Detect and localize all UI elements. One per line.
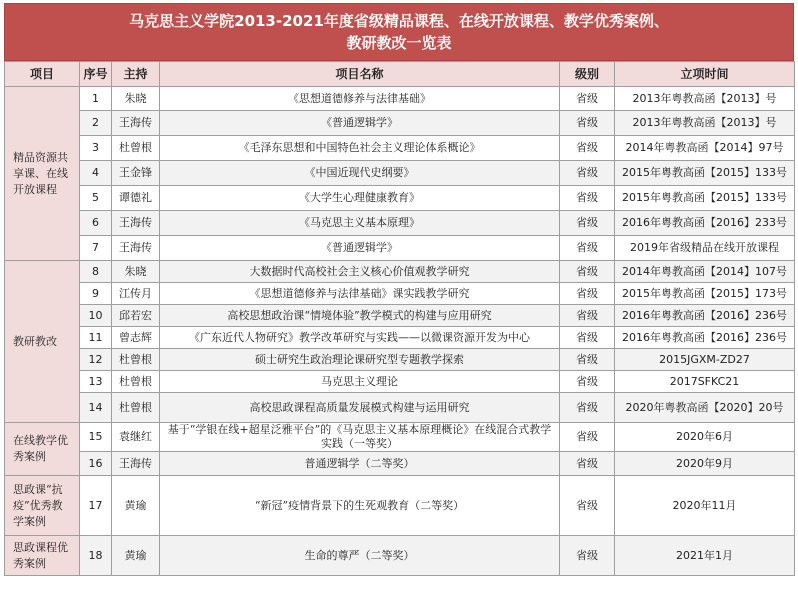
- category-cell: 思政课“抗疫”优秀教学案例: [5, 476, 80, 536]
- level-cell: 省级: [560, 476, 615, 536]
- table-row: [5, 236, 795, 261]
- approval-time-cell: 2020年9月: [615, 452, 795, 476]
- table-row: [5, 371, 795, 393]
- row-number-cell: 15: [80, 423, 112, 452]
- row-number-cell: 12: [80, 349, 112, 371]
- approval-time-cell: 2021年1月: [615, 536, 795, 576]
- table-header-row: [5, 62, 795, 87]
- host-cell: 王海传: [112, 111, 160, 136]
- host-cell: 杜曾根: [112, 136, 160, 161]
- approval-time-cell: 2013年粤教高函【2013】号: [615, 87, 795, 111]
- host-cell: 邱若宏: [112, 305, 160, 327]
- project-name-cell: 马克思主义理论: [160, 371, 560, 393]
- table-row: [5, 476, 795, 536]
- host-cell: 王海传: [112, 236, 160, 261]
- table-row: [5, 393, 795, 423]
- table-row: [5, 111, 795, 136]
- level-cell: 省级: [560, 371, 615, 393]
- title-line-2: 教研教改一览表: [346, 34, 452, 52]
- approval-time-cell: 2014年粤教高函【2014】107号: [615, 261, 795, 283]
- approval-time-cell: 2020年粤教高函【2020】20号: [615, 393, 795, 423]
- table-row: [5, 211, 795, 236]
- row-number-cell: 8: [80, 261, 112, 283]
- host-cell: 黄瑜: [112, 476, 160, 536]
- row-number-cell: 2: [80, 111, 112, 136]
- approval-time-cell: 2015年粤教高函【2015】133号: [615, 161, 795, 186]
- host-cell: 杜曾根: [112, 349, 160, 371]
- approval-time-cell: 2017SFKC21: [615, 371, 795, 393]
- level-cell: 省级: [560, 111, 615, 136]
- table-row: [5, 423, 795, 452]
- host-cell: 杜曾根: [112, 371, 160, 393]
- col-header-time: 立项时间: [615, 62, 795, 87]
- host-cell: 谭德礼: [112, 186, 160, 211]
- category-cell: 教研教改: [5, 261, 80, 423]
- level-cell: 省级: [560, 327, 615, 349]
- row-number-cell: 10: [80, 305, 112, 327]
- project-name-cell: 《大学生心理健康教育》: [160, 186, 560, 211]
- row-number-cell: 5: [80, 186, 112, 211]
- project-name-cell: 《思想道德修养与法律基础》: [160, 87, 560, 111]
- table-row: [5, 536, 795, 576]
- row-number-cell: 7: [80, 236, 112, 261]
- project-name-cell: 《马克思主义基本原理》: [160, 211, 560, 236]
- project-name-cell: 《中国近现代史纲要》: [160, 161, 560, 186]
- project-name-cell: 《思想道德修养与法律基础》课实践教学研究: [160, 283, 560, 305]
- title-line-1: 马克思主义学院2013-2021年度省级精品课程、在线开放课程、教学优秀案例、: [129, 12, 669, 30]
- project-name-cell: 《普通逻辑学》: [160, 236, 560, 261]
- level-cell: 省级: [560, 393, 615, 423]
- col-header-level: 级别: [560, 62, 615, 87]
- host-cell: 朱晓: [112, 261, 160, 283]
- host-cell: 江传月: [112, 283, 160, 305]
- project-name-cell: 《广东近代人物研究》教学改革研究与实践——以微课资源开发为中心: [160, 327, 560, 349]
- project-name-cell: 高校思想政治课“情境体验”教学模式的构建与应用研究: [160, 305, 560, 327]
- level-cell: 省级: [560, 186, 615, 211]
- project-name-cell: 《毛泽东思想和中国特色社会主义理论体系概论》: [160, 136, 560, 161]
- project-name-cell: 生命的尊严（二等奖）: [160, 536, 560, 576]
- approval-time-cell: 2016年粤教高函【2016】236号: [615, 305, 795, 327]
- approval-time-cell: 2020年6月: [615, 423, 795, 452]
- level-cell: 省级: [560, 452, 615, 476]
- project-name-cell: 普通逻辑学（二等奖）: [160, 452, 560, 476]
- level-cell: 省级: [560, 211, 615, 236]
- row-number-cell: 13: [80, 371, 112, 393]
- level-cell: 省级: [560, 423, 615, 452]
- approval-time-cell: 2016年粤教高函【2016】233号: [615, 211, 795, 236]
- level-cell: 省级: [560, 87, 615, 111]
- row-number-cell: 14: [80, 393, 112, 423]
- approval-time-cell: 2015年粤教高函【2015】173号: [615, 283, 795, 305]
- table-row: [5, 283, 795, 305]
- table-row: [5, 349, 795, 371]
- project-name-cell: 硕士研究生政治理论课研究型专题教学探索: [160, 349, 560, 371]
- approval-time-cell: 2013年粤教高函【2013】号: [615, 111, 795, 136]
- table-body: [5, 87, 795, 576]
- row-number-cell: 9: [80, 283, 112, 305]
- row-number-cell: 4: [80, 161, 112, 186]
- approval-time-cell: 2016年粤教高函【2016】236号: [615, 327, 795, 349]
- project-name-cell: 大数据时代高校社会主义核心价值观教学研究: [160, 261, 560, 283]
- approval-time-cell: 2019年省级精品在线开放课程: [615, 236, 795, 261]
- table-row: [5, 452, 795, 476]
- table-row: [5, 87, 795, 111]
- level-cell: 省级: [560, 536, 615, 576]
- row-number-cell: 18: [80, 536, 112, 576]
- row-number-cell: 3: [80, 136, 112, 161]
- table-row: [5, 186, 795, 211]
- host-cell: 黄瑜: [112, 536, 160, 576]
- level-cell: 省级: [560, 305, 615, 327]
- document-title: [4, 3, 794, 61]
- row-number-cell: 17: [80, 476, 112, 536]
- host-cell: 朱晓: [112, 87, 160, 111]
- project-name-cell: “新冠”疫情背景下的生死观教育（二等奖）: [160, 476, 560, 536]
- approval-time-cell: 2020年11月: [615, 476, 795, 536]
- host-cell: 王金锋: [112, 161, 160, 186]
- table-row: [5, 161, 795, 186]
- col-header-name: 项目名称: [160, 62, 560, 87]
- project-name-cell: 基于“学银在线+超星泛雅平台”的《马克思主义基本原理概论》在线混合式教学实践（一等奖）: [160, 423, 560, 452]
- col-header-no: 序号: [80, 62, 112, 87]
- approval-time-cell: 2015年粤教高函【2015】133号: [615, 186, 795, 211]
- level-cell: 省级: [560, 261, 615, 283]
- host-cell: 王海传: [112, 211, 160, 236]
- col-header-host: 主持: [112, 62, 160, 87]
- level-cell: 省级: [560, 349, 615, 371]
- table-row: [5, 305, 795, 327]
- approval-time-cell: 2014年粤教高函【2014】97号: [615, 136, 795, 161]
- level-cell: 省级: [560, 236, 615, 261]
- row-number-cell: 6: [80, 211, 112, 236]
- project-name-cell: 《普通逻辑学》: [160, 111, 560, 136]
- level-cell: 省级: [560, 283, 615, 305]
- row-number-cell: 1: [80, 87, 112, 111]
- level-cell: 省级: [560, 136, 615, 161]
- table-row: [5, 261, 795, 283]
- project-name-cell: 高校思政课程高质量发展模式构建与运用研究: [160, 393, 560, 423]
- row-number-cell: 11: [80, 327, 112, 349]
- host-cell: 曾志辉: [112, 327, 160, 349]
- project-table: [4, 61, 795, 576]
- host-cell: 杜曾根: [112, 393, 160, 423]
- row-number-cell: 16: [80, 452, 112, 476]
- approval-time-cell: 2015JGXM-ZD27: [615, 349, 795, 371]
- host-cell: 袁继红: [112, 423, 160, 452]
- table-row: [5, 327, 795, 349]
- host-cell: 王海传: [112, 452, 160, 476]
- category-cell: 在线教学优秀案例: [5, 423, 80, 476]
- col-header-category: 项目: [5, 62, 80, 87]
- level-cell: 省级: [560, 161, 615, 186]
- category-cell: 思政课程优秀案例: [5, 536, 80, 576]
- category-cell: 精品资源共享课、在线开放课程: [5, 87, 80, 261]
- table-row: [5, 136, 795, 161]
- document: [4, 3, 794, 576]
